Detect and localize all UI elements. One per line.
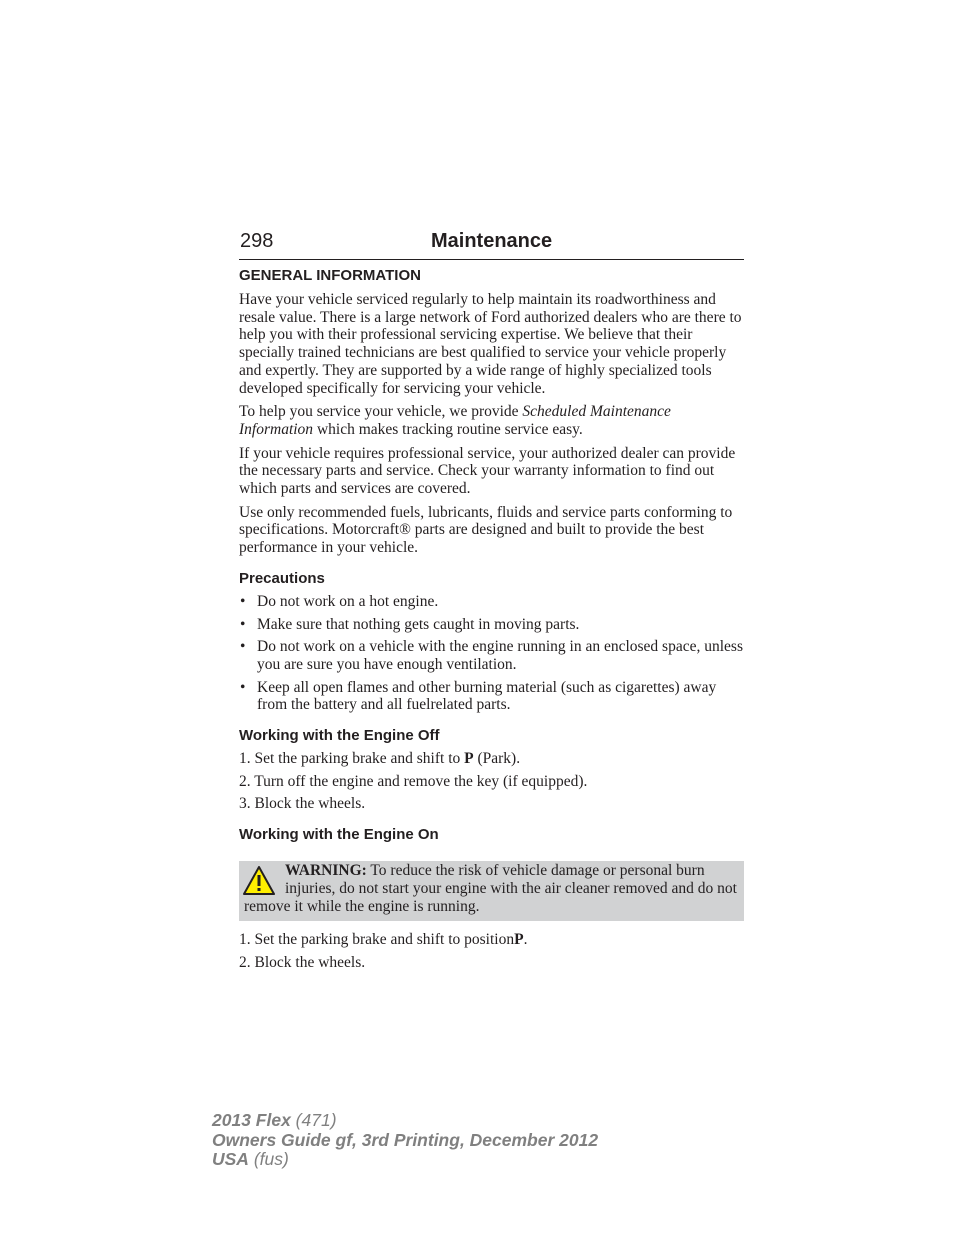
engine-off-heading: Working with the Engine Off: [239, 727, 440, 745]
engine-off-steps: [239, 750, 744, 813]
intro-paragraph-3: If your vehicle requires professional service, your authorized dealer can provide the necessary parts and service. Check your warranty information to find out which parts and services are covered.: [239, 444, 736, 498]
warning-triangle-icon: [243, 865, 275, 897]
footer-model-code: (471): [290, 1110, 337, 1130]
gear-position-p: P: [464, 750, 474, 768]
page-header: [239, 229, 744, 260]
bullet-mark: •: [240, 592, 246, 610]
list-item-text: Make sure that nothing gets caught in moving parts.: [257, 615, 580, 633]
list-item: 2. Turn off the engine and remove the key (if equipped).: [239, 772, 588, 790]
list-item-text: Do not work on a vehicle with the engine running in an enclosed space, unless you are sure you have enough ventilation.: [257, 638, 743, 673]
bullet-mark: •: [240, 615, 246, 633]
warning-box: [239, 861, 744, 921]
list-item-text: Do not work on a hot engine.: [257, 592, 439, 610]
footer-model: 2013 Flex: [212, 1110, 291, 1130]
intro-paragraph-2: [239, 403, 744, 438]
chapter-title: Maintenance: [431, 230, 553, 252]
gear-position-p: P: [514, 931, 524, 949]
footer-line-2: [212, 1131, 598, 1151]
footer-region: USA: [212, 1149, 249, 1169]
list-item: [239, 593, 744, 611]
intro-paragraph-2-text: To help you service your vehicle, we provide: [239, 403, 523, 421]
list-item: [239, 931, 744, 949]
list-item: 2. Block the wheels.: [239, 953, 366, 971]
list-item-tail: (Park).: [473, 750, 521, 768]
precautions-heading: Precautions: [239, 569, 325, 587]
list-item-text: Keep all open flames and other burning material (such as cigarettes) away from the battery and all fuelrelated parts.: [257, 678, 717, 714]
precautions-list: [239, 593, 744, 714]
list-item-tail: .: [523, 931, 528, 949]
intro-paragraph-1: Have your vehicle serviced regularly to help maintain its roadworthiness and resale value. There is a large network of Ford authorized dealers who are there to help you with their professional servicing expertise. We believe that their specially trained technicians are best qualified to service your vehicle properly and expertly. They are supported by a wide range of highly specialized tools developed specifically for servicing your vehicle.: [239, 291, 742, 397]
bullet-mark: •: [240, 638, 246, 656]
footer-line-1: [212, 1111, 598, 1131]
section-title: GENERAL INFORMATION: [239, 267, 421, 284]
warning-label: WARNING:: [285, 862, 367, 880]
intro-paragraph-2-tail: which makes tracking routine service easy.: [313, 420, 583, 438]
engine-on-steps: [239, 931, 744, 971]
list-item: [239, 616, 744, 634]
bullet-mark: •: [240, 678, 246, 696]
page-number: 298: [240, 230, 274, 252]
scheduled-maintenance-reference: Scheduled Maintenance Information: [239, 403, 671, 438]
list-item-text: 1. Set the parking brake and shift to position: [239, 931, 515, 949]
page-content: [239, 267, 744, 977]
warning-text: To reduce the risk of vehicle damage or personal burn injuries, do not start your engine with the air cleaner removed and do not remove it while the engine is running.: [244, 862, 737, 915]
list-item: [239, 679, 744, 714]
page-footer: [212, 1111, 598, 1170]
intro-paragraph-4: Use only recommended fuels, lubricants, fluids and service parts conforming to specifications. Motorcraft® parts are designed and built to provide the best performance in your vehicle.: [239, 503, 733, 557]
footer-region-code: (fus): [248, 1149, 289, 1169]
footer-guide-info: Owners Guide gf, 3rd Printing, December 2012: [212, 1129, 599, 1150]
footer-line-3: [212, 1150, 598, 1170]
list-item: 3. Block the wheels.: [239, 795, 366, 813]
list-item: [239, 638, 744, 673]
list-item: [239, 750, 744, 768]
engine-on-heading: Working with the Engine On: [239, 826, 439, 844]
list-item-text: 1. Set the parking brake and shift to: [239, 750, 465, 768]
